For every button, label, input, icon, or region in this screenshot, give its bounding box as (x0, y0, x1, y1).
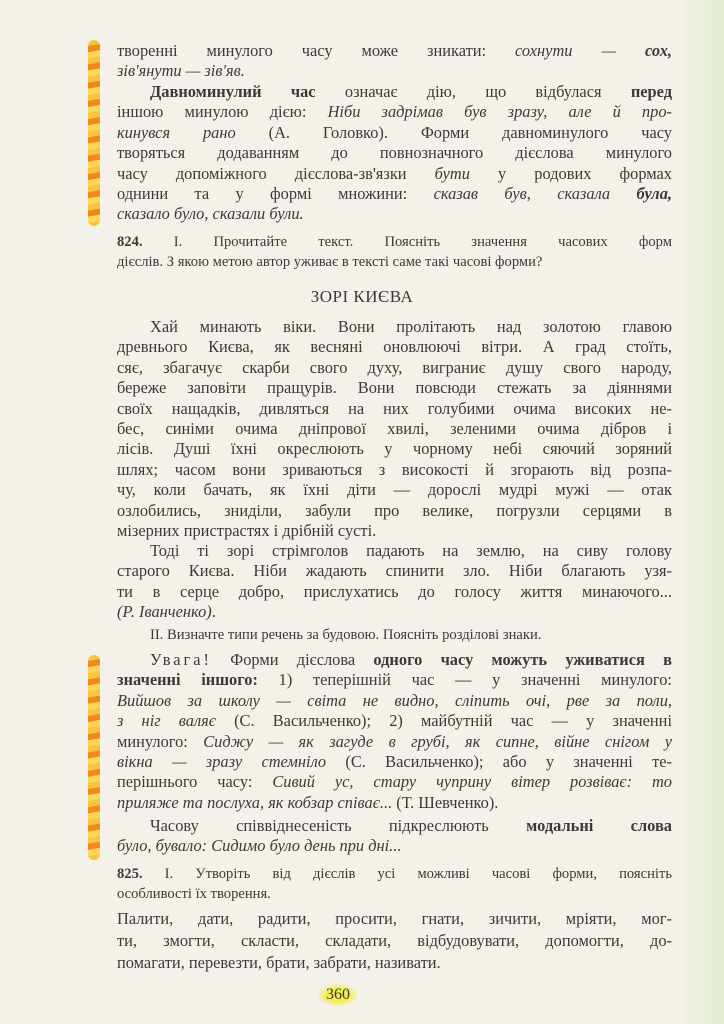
text-segment: сохнути — (515, 41, 645, 60)
text-line (117, 561, 672, 581)
page-number: 360 (318, 984, 358, 1006)
text-segment: Часову співвіднесеність підкреслюють (150, 816, 527, 835)
text-segment: Тоді ті зорі стрімголов падають на землю, на сиву голову (150, 541, 672, 560)
text-segment: часу допоміжного дієслова-зв'язки (117, 163, 435, 183)
text-line (117, 399, 672, 419)
text-line (117, 439, 672, 459)
text-segment: (С. Васильченко); 2) майбутній час — у значенні (215, 711, 673, 731)
text-segment: однини та у формі множини: (117, 184, 434, 204)
text-segment: чу, коли бачать, як їхні діти — дорослі мудрі мужі — отак (117, 480, 672, 500)
text-segment: була, (636, 184, 672, 204)
text-line (117, 670, 672, 690)
text-line (117, 602, 672, 622)
text-segment: . (211, 602, 216, 622)
text-line (117, 952, 672, 974)
text-line (117, 317, 672, 337)
text-line (117, 816, 672, 836)
text-segment: (А. Головко). Форми давноминулого часу (235, 122, 672, 142)
text-line (117, 61, 672, 81)
text-segment: сказало було, сказали були. (117, 204, 304, 224)
text-line (117, 337, 672, 357)
text-segment: кинувся рано (117, 122, 236, 142)
text-line (117, 82, 672, 102)
text-segment: ти, змогти, скласти, складати, відбудовувати, допомогти, до- (117, 931, 672, 950)
text-segment: 824. (117, 234, 143, 250)
text-segment: особливості їх творення. (117, 886, 271, 903)
text-segment: ІІ. Визначте типи речень за будовою. Поясніть розділові знаки. (150, 627, 542, 643)
text-segment: бути (434, 163, 470, 183)
text-segment: Сивий ус, стару чуприну вітер розвіває: то (272, 772, 672, 792)
text-segment: перішнього часу: (117, 772, 273, 792)
text-segment: 825. (117, 866, 143, 882)
text-segment: одного часу можуть уживатися в (373, 650, 673, 669)
text-segment: Ніби задрімав був зразу, але й про- (327, 102, 673, 122)
decorative-margin-bar (88, 40, 100, 226)
text-segment: Форми дієслова (212, 650, 374, 669)
text-segment: з ніг валяє (117, 711, 216, 731)
exercise-824-task-2 (117, 625, 672, 645)
text-line (117, 164, 672, 184)
text-line (117, 102, 672, 122)
text-line (117, 232, 672, 252)
modal-words-note (117, 816, 672, 857)
exercise-824-task (117, 232, 672, 273)
text-segment: Увага! (150, 650, 213, 669)
text-line (117, 908, 672, 930)
text-segment: сох, (644, 41, 673, 60)
text-segment: значенні іншого: (117, 670, 258, 690)
text-line (117, 378, 672, 398)
text-segment: дієслів. З якою метою автор уживає в тексті саме такі часові форми? (117, 254, 543, 271)
text-segment: минулого: (117, 731, 204, 751)
text-segment: 1) теперішній час — у значенні минулого: (257, 670, 672, 690)
text-segment: у родових формах (469, 163, 672, 183)
text-segment: озлобились, зниділи, забули про велике, погрузли серцями в (117, 500, 672, 520)
text-segment: Сиджу — як загуде в грубі, як сипне, війне снігом у (203, 731, 672, 751)
text-segment: (С. Васильченко); або у значенні те- (326, 752, 672, 772)
text-line (117, 541, 672, 561)
text-line (117, 143, 672, 163)
text-segment: шлях; часом вони зриваються з високості й згорають від розпа- (117, 459, 672, 479)
text-line (117, 772, 672, 792)
text-line (117, 252, 672, 272)
text-line (117, 419, 672, 439)
text-segment: бес, синіми очима дніпрової хвилі, зеленими очима дібров і (117, 419, 672, 439)
text-segment: береже заповіти пращурів. Вони повсюди стежать за діяннями (117, 378, 672, 398)
text-segment: Вийшов за школу — світа не видно, сліпить очі, рве за поли, (117, 690, 672, 710)
text-segment: творенні минулого часу може зникати: (117, 41, 516, 60)
text-segment: мізерних пристрастях і дрібній сусті. (117, 521, 377, 541)
text-line (117, 691, 672, 711)
text-segment: лісів. Душі їхні окреслюють у чорному небі сяючий зоряний (117, 439, 672, 459)
text-segment: творяться додаванням до повнозначного дієслова минулого (117, 143, 672, 163)
text-segment: вікна — зразу стемніло (117, 752, 327, 772)
text-segment: старого Києва. Ніби жадають спинити зло. Ніби благають узя- (117, 561, 672, 581)
story-paragraph-1 (117, 317, 672, 541)
text-line (117, 793, 672, 813)
story-paragraph-2 (117, 541, 672, 623)
story-title: ЗОРІ КИЄВА (310, 287, 414, 306)
text-line (117, 501, 672, 521)
paragraph-pluperfect-rule (117, 82, 672, 225)
text-segment: перед (630, 82, 673, 101)
text-segment: модальні слова (526, 816, 672, 835)
text-segment: означає дію, що відбулася (315, 82, 631, 101)
exercise-825-task (117, 864, 672, 905)
paragraph-past-tense-end (117, 41, 672, 82)
text-line (117, 625, 672, 645)
text-segment: помагати, перевезти, брати, забрати, називати. (117, 953, 441, 972)
text-segment: Палити, дати, радити, просити, гнати, зичити, мріяти, мог- (117, 909, 672, 928)
text-segment: сяє, збагачує скарби свого духу, виграниє душу свого народу, (117, 357, 672, 377)
text-line (117, 460, 672, 480)
text-line (117, 650, 672, 670)
text-segment: (Т. Шевченко). (392, 792, 499, 812)
text-line (117, 930, 672, 952)
text-segment: древнього Києва, як весняні оновлюючі вітри. А град стоїть, (117, 337, 672, 357)
text-line (117, 358, 672, 378)
text-segment: своїх нащадків, дивляться на них голубими очима високих не- (117, 398, 672, 418)
text-line (117, 521, 672, 541)
text-segment: І. Утворіть від дієслів усі можливі часові форми, поясніть (142, 866, 672, 882)
text-segment: І. Прочитайте текст. Поясніть значення часових форм (142, 234, 672, 250)
text-segment: ти в серце добро, прислухатись до голосу життя минаючого... (117, 581, 672, 601)
text-line (117, 884, 672, 904)
text-line (117, 123, 672, 143)
text-segment: приляже та послуха, як кобзар співає... (117, 792, 393, 812)
exercise-825-word-list (117, 908, 672, 974)
page-edge (684, 0, 724, 1024)
attention-note (117, 650, 672, 813)
text-line (117, 204, 672, 224)
text-line (117, 864, 672, 884)
text-segment: сказав був, сказала (433, 184, 637, 204)
text-segment: іншою минулою дією: (117, 102, 328, 122)
text-line (117, 752, 672, 772)
text-line (117, 480, 672, 500)
decorative-margin-bar (88, 655, 100, 860)
text-segment: Хай минають віки. Вони пролітають над золотою главою (150, 317, 672, 336)
text-line (117, 41, 672, 61)
text-line (117, 732, 672, 752)
text-line (117, 184, 672, 204)
text-segment: було, бувало: Сидимо було день при дні... (117, 836, 402, 856)
text-segment: (Р. Іванченко) (117, 602, 212, 622)
text-line (117, 836, 672, 856)
text-line (117, 582, 672, 602)
text-line (117, 711, 672, 731)
text-segment: зів'янути — зів'яв. (117, 61, 245, 81)
text-segment: Давноминулий час (150, 82, 316, 101)
